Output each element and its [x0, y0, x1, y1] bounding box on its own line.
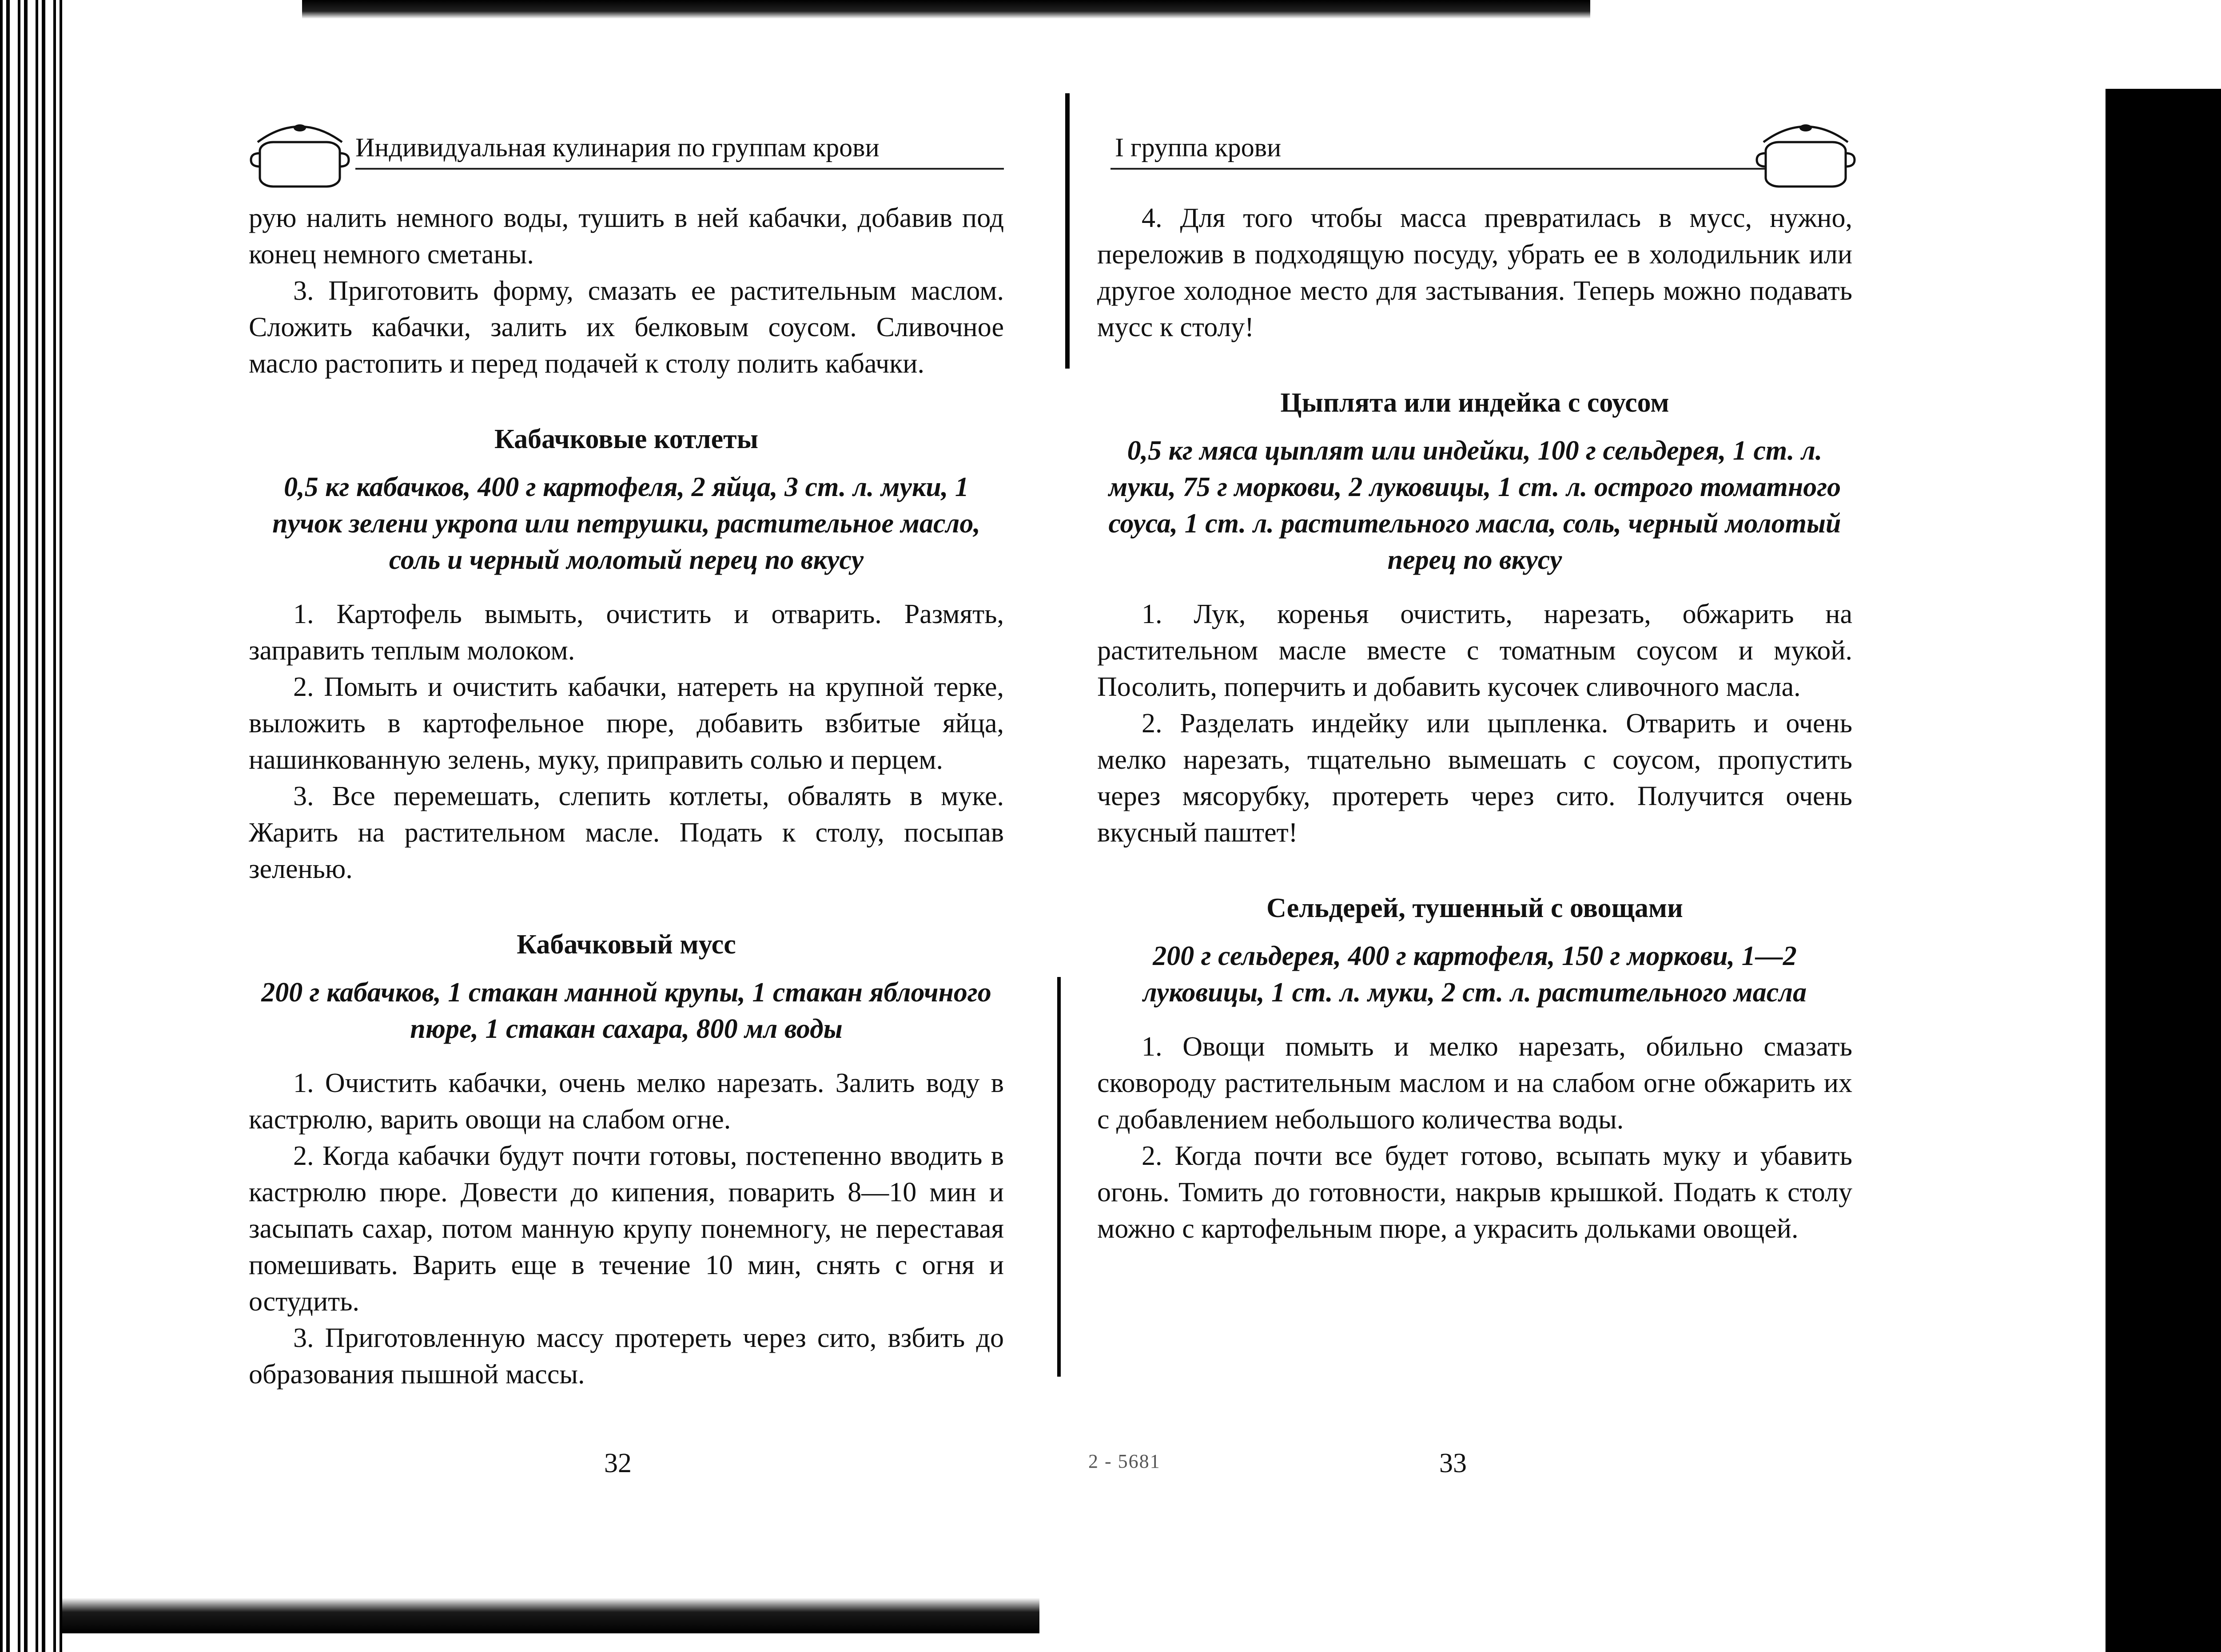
recipe-title: Сельдерей, тушенный с овощами: [1266, 893, 1683, 923]
right-page-header: [1097, 115, 1852, 173]
scan-edge-left: [0, 0, 62, 1652]
page-number: 32: [604, 1448, 632, 1478]
book-spine: [1065, 93, 1070, 369]
header-rule: [1110, 168, 1768, 170]
scan-edge-right: [2106, 89, 2221, 1652]
left-page-body: [249, 200, 1004, 1393]
recipe-ingredients: 200 г сельдерея, 400 г картофеля, 150 г моркови, 1—2 луковицы, 1 ст. л. муки, 2 ст. л. растительного масла: [1142, 941, 1807, 1008]
continuation-step: 4. Для того чтобы масса превратилась в мусс, нужно, переложив в подходящую посуду, убрать ее в холодильник или другое холодное место для застывания. Теперь можно подавать мусс к столу!: [1097, 203, 1852, 342]
recipe-title: Кабачковый мусс: [517, 929, 736, 960]
continuation-text: рую налить немного воды, тушить в ней кабачки, добавив под конец немного сметаны.: [249, 203, 1004, 270]
printer-signature: 2 - 5681: [1088, 1450, 1161, 1472]
recipe-title: Цыплята или индейка с соусом: [1280, 388, 1669, 418]
recipe-step: 1. Овощи помыть и мелко нарезать, обильно смазать сковороду растительным маслом и на слабом огне обжарить их с добавлением небольшого количества воды.: [1097, 1032, 1852, 1135]
cooking-pot-icon: [249, 115, 351, 191]
recipe-step: 2. Когда кабачки будут почти готовы, постепенно вводить в кастрюлю пюре. Довести до кипения, поварить 8—10 мин и засыпать сахар, потом манную крупу понемногу, не переставая помешивать. Варить еще в течение 10 мин, снять с огня и остудить.: [249, 1141, 1004, 1317]
running-header: I группа крови: [1115, 133, 1282, 162]
recipe-ingredients: 0,5 кг мяса цыплят или индейки, 100 г сельдерея, 1 ст. л. муки, 75 г моркови, 2 луковицы, 1 ст. л. острого томатного соуса, 1 ст. л. растительного масла, соль, черный молотый перец по вкусу: [1108, 436, 1841, 575]
header-rule: [355, 168, 1004, 170]
recipe-step: 3. Приготовленную массу протереть через сито, взбить до образования пышной массы.: [249, 1323, 1004, 1390]
recipe-ingredients: 0,5 кг кабачков, 400 г картофеля, 2 яйца, 3 ст. л. муки, 1 пучок зелени укропа или петрушки, растительное масло, соль и черный молотый перец по вкусу: [272, 472, 980, 575]
scan-edge-bottom: [62, 1598, 1039, 1633]
recipe-step: 1. Очистить кабачки, очень мелко нарезать. Залить воду в кастрюлю, варить овощи на слабом огне.: [249, 1068, 1004, 1135]
recipe-ingredients: 200 г кабачков, 1 стакан манной крупы, 1 стакан яблочного пюре, 1 стакан сахара, 800 мл воды: [261, 977, 991, 1044]
scan-edge-top: [302, 0, 1590, 19]
cooking-pot-icon: [1755, 115, 1857, 191]
recipe-step: 1. Картофель вымыть, очистить и отварить. Размять, заправить теплым молоком.: [249, 599, 1004, 666]
recipe-step: 2. Разделать индейку или цыпленка. Отварить и очень мелко нарезать, тщательно вымешать с соусом, пропустить через мясорубку, протереть через сито. Получится очень вкусный паштет!: [1097, 708, 1852, 848]
continuation-step: 3. Приготовить форму, смазать ее растительным маслом. Сложить кабачки, залить их белковым соусом. Сливочное масло растопить и перед подачей к столу полить кабачки.: [249, 276, 1004, 379]
page-number: 33: [1439, 1448, 1467, 1478]
book-spine-lower: [1057, 977, 1061, 1377]
left-page-header: [249, 115, 1004, 173]
recipe-step: 1. Лук, коренья очистить, нарезать, обжарить на растительном масле вместе с томатным соусом и мукой. Посолить, поперчить и добавить кусочек сливочного масла.: [1097, 599, 1852, 702]
recipe-step: 2. Когда почти все будет готово, всыпать муку и убавить огонь. Томить до готовности, накрыв крышкой. Подать к столу можно с картофельным пюре, а украсить дольками овощей.: [1097, 1141, 1852, 1244]
right-page-body: [1097, 200, 1852, 1247]
recipe-step: 2. Помыть и очистить кабачки, натереть на крупной терке, выложить в картофельное пюре, добавить взбитые яйца, нашинкованную зелень, муку, приправить солью и перцем.: [249, 672, 1004, 775]
recipe-step: 3. Все перемешать, слепить котлеты, обвалять в муке. Жарить на растительном масле. Подать к столу, посыпав зеленью.: [249, 781, 1004, 884]
running-header: Индивидуальная кулинария по группам крови: [355, 133, 880, 162]
recipe-title: Кабачковые котлеты: [494, 424, 759, 454]
